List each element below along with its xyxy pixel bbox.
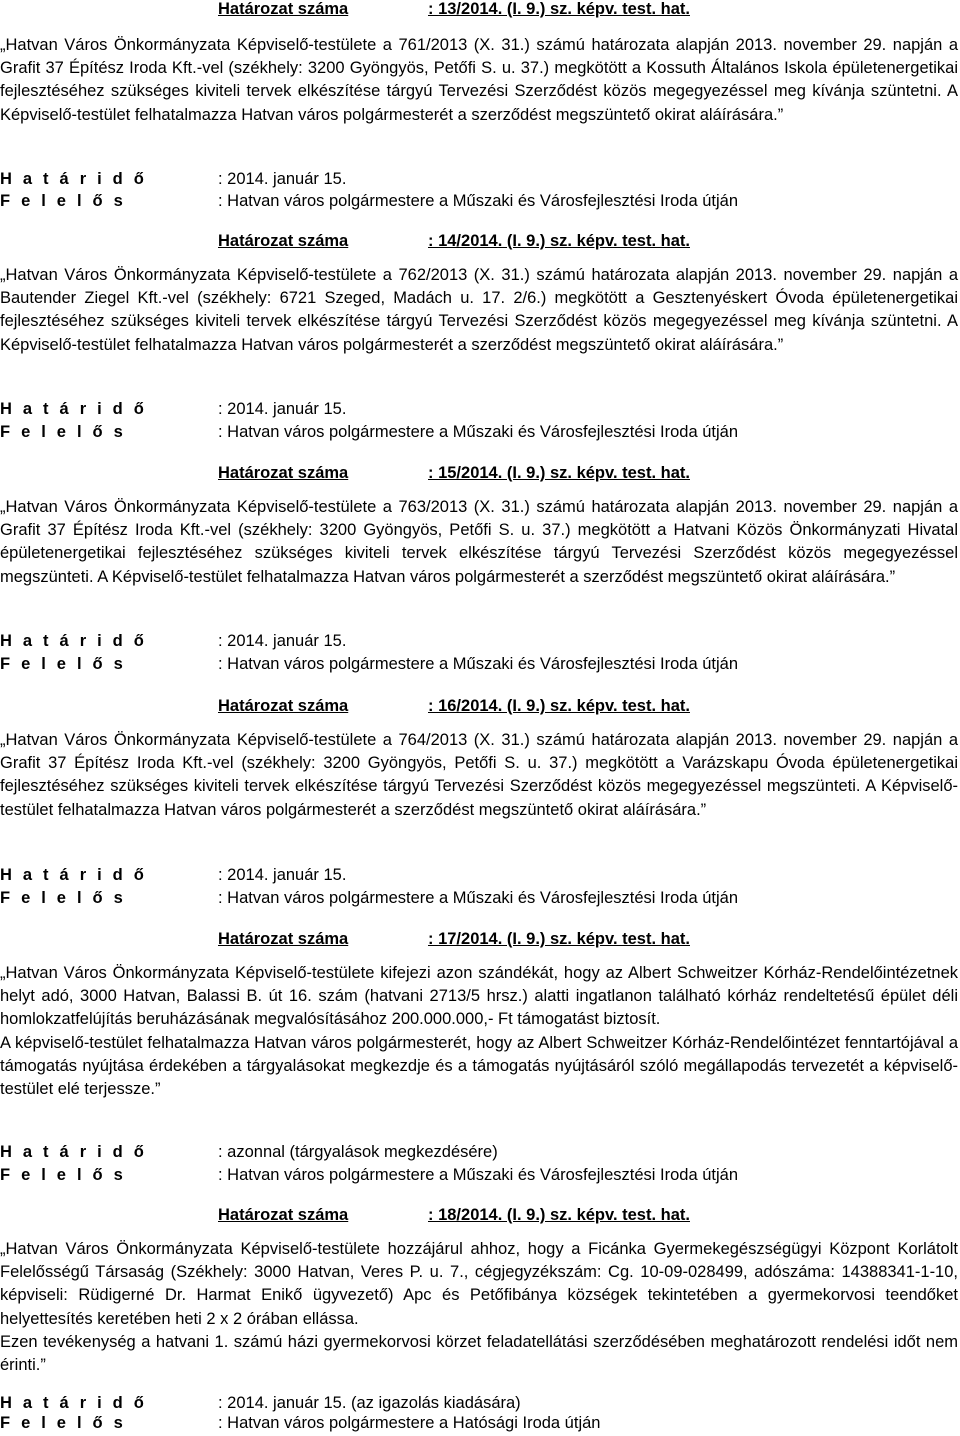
deadline-label: H a t á r i d ő — [0, 400, 148, 418]
deadline-value: : azonnal (tárgyalások megkezdésére) — [218, 1143, 498, 1161]
resolution-number: : 18/2014. (I. 9.) sz. képv. test. hat. — [428, 1206, 690, 1224]
deadline-label: H a t á r i d ő — [0, 632, 148, 650]
resolution-number-label: Határozat száma — [218, 232, 349, 250]
resolution-header — [218, 697, 690, 716]
deadline-value: : 2014. január 15. — [218, 632, 347, 650]
resolution-number-label: Határozat száma — [218, 697, 349, 715]
deadline-label: H a t á r i d ő — [0, 1394, 148, 1412]
deadline-value: : 2014. január 15. — [218, 400, 347, 418]
resolution-number-label: Határozat száma — [218, 930, 349, 948]
deadline-label: H a t á r i d ő — [0, 866, 148, 884]
resolution-text: „Hatvan Város Önkormányzata Képviselő-testülete a 762/2013 (X. 31.) számú határozata alapján 2013. november 29. napján a Bautender Ziegel Kft.-vel (székhely: 6721 Szeged, Madách u. 17. 2/6.) megkötött a Gesztenyéskert Óvoda épületenergetikai fejlesztéséhez szükséges kiviteli tervek elkészítése tárgyú Tervezési Szerződést közös megegyezéssel meg kívánja szüntetni. A Képviselő-testület felhatalmazza Hatvan város polgármesterét a szerződést megszüntető okirat aláírására.” — [0, 266, 958, 354]
deadline-row — [0, 866, 346, 885]
resolution-text: „Hatvan Város Önkormányzata Képviselő-testülete a 761/2013 (X. 31.) számú határozata alapján 2013. november 29. napján a Grafit 37 Építész Iroda Kft.-vel (székhely: 3200 Gyöngyös, Petőfi S. u. 37.) megkötött a Kossuth Általános Iskola épületenergetikai fejlesztéséhez szükséges kiviteli tervek elkészítése tárgyú Tervezési Szerződést közös megegyezéssel meg kívánja szüntetni. A Képviselő-testület felhatalmazza Hatvan város polgármesterét a szerződést megszüntető okirat aláírására.” — [0, 36, 958, 124]
responsible-label: F e l e l ő s — [0, 423, 126, 441]
responsible-label: F e l e l ő s — [0, 1414, 126, 1432]
responsible-row — [0, 889, 738, 908]
resolution-text: „Hatvan Város Önkormányzata Képviselő-testülete a 763/2013 (X. 31.) számú határozata alapján 2013. november 29. napján a Grafit 37 Építész Iroda Kft.-vel (székhely: 3200 Gyöngyös, Petőfi S. u. 37.) megkötött a Hatvani Közös Önkormányzati Hivatal épületenergetikai fejlesztéséhez szükséges kiviteli tervek elkészítése tárgyú Tervezési Szerződést közös megegyezéssel megszünteti. A Képviselő-testület felhatalmazza Hatvan város polgármesterét a szerződést megszüntető okirat aláírására.” — [0, 498, 958, 586]
deadline-row — [0, 400, 346, 419]
responsible-value: : Hatvan város polgármestere a Műszaki és Városfejlesztési Iroda útján — [218, 655, 738, 673]
resolution-number: : 15/2014. (I. 9.) sz. képv. test. hat. — [428, 464, 690, 482]
resolution-number: : 17/2014. (I. 9.) sz. képv. test. hat. — [428, 930, 690, 948]
responsible-label: F e l e l ő s — [0, 192, 126, 210]
resolution-header — [218, 930, 690, 949]
resolution-header — [218, 0, 690, 19]
resolution-number: : 14/2014. (I. 9.) sz. képv. test. hat. — [428, 232, 690, 250]
resolution-header — [218, 1206, 690, 1225]
resolution-text: „Hatvan Város Önkormányzata Képviselő-testülete kifejezi azon szándékát, hogy az Albert Schweitzer Kórház-Rendelőintézetnek helyt adó, 3000 Hatvan, Balassi B. út 16. szám (hatvani 2713/5 hrsz.) alatti ingatlanon található kórház rendeltetésű épület déli homlokzatfelújítás beruházásának megvalósításához 200.000.000,- Ft támogatást biztosít. A képviselő-testület felhatalmazza Hatvan város polgármesterét, hogy az Albert Schweitzer Kórház-Rendelőintézet fenntartójával a támogatás nyújtása érdekében a tárgyalásokat megkezdje és a támogatás nyújtásáról szóló megállapodás tervezetét a képviselő-testület elé terjessze.” — [0, 964, 958, 1099]
deadline-row — [0, 170, 346, 189]
deadline-label: H a t á r i d ő — [0, 170, 148, 188]
responsible-value: : Hatvan város polgármestere a Műszaki és Városfejlesztési Iroda útján — [218, 423, 738, 441]
deadline-label: H a t á r i d ő — [0, 1143, 148, 1161]
resolution-header — [218, 232, 690, 251]
resolution-header — [218, 464, 690, 483]
resolution-number-label: Határozat száma — [218, 1206, 349, 1224]
deadline-value: : 2014. január 15. — [218, 866, 347, 884]
responsible-row — [0, 1166, 738, 1185]
resolution-number-label: Határozat száma — [218, 464, 349, 482]
resolution-number-label: Határozat száma — [218, 0, 349, 18]
deadline-value: : 2014. január 15. — [218, 170, 347, 188]
responsible-row — [0, 655, 738, 674]
resolution-number: : 16/2014. (I. 9.) sz. képv. test. hat. — [428, 697, 690, 715]
responsible-value: : Hatvan város polgármestere a Műszaki és Városfejlesztési Iroda útján — [218, 192, 738, 210]
responsible-value: : Hatvan város polgármestere a Hatósági Iroda útján — [218, 1414, 601, 1432]
responsible-value: : Hatvan város polgármestere a Műszaki és Városfejlesztési Iroda útján — [218, 889, 738, 907]
responsible-value: : Hatvan város polgármestere a Műszaki és Városfejlesztési Iroda útján — [218, 1166, 738, 1184]
responsible-label: F e l e l ő s — [0, 889, 126, 907]
deadline-row — [0, 632, 346, 651]
responsible-row — [0, 1414, 600, 1433]
resolution-number: : 13/2014. (I. 9.) sz. képv. test. hat. — [428, 0, 690, 18]
responsible-row — [0, 423, 738, 442]
responsible-label: F e l e l ő s — [0, 1166, 126, 1184]
responsible-label: F e l e l ő s — [0, 655, 126, 673]
resolution-text: „Hatvan Város Önkormányzata Képviselő-testülete hozzájárul ahhoz, hogy a Ficánka Gyermekegészségügyi Központ Korlátolt Felelősségű Társaság (Székhely: 3000 Hatvan, Veres P. u. 7., cégjegyzékszám: Cg. 10-09-028499, adószáma: 14388341-1-10, képviseli: Rüdigerné Dr. Harmat Enikő ügyvezető) Apc és Petőfibánya községek tekintetében a gyermekorvosi teendőket helyettesítés keretében heti 2 x 2 órában ellássa. Ezen tevékenység a hatvani 1. számú házi gyermekorvosi körzet feladatellátási szerződésében meghatározott rendelési időt nem érinti.” — [0, 1240, 958, 1375]
resolution-text: „Hatvan Város Önkormányzata Képviselő-testülete a 764/2013 (X. 31.) számú határozata alapján 2013. november 29. napján a Grafit 37 Építész Iroda Kft.-vel (székhely: 3200 Gyöngyös, Petőfi S. u. 37.) megkötött a Varázskapu Óvoda épületenergetikai fejlesztéséhez szükséges kiviteli tervek elkészítése tárgyú Tervezési Szerződést közös megegyezéssel megszünteti. A Képviselő-testület felhatalmazza Hatvan város polgármesterét a szerződést megszüntető okirat aláírására.” — [0, 731, 958, 819]
responsible-row — [0, 192, 738, 211]
deadline-row — [0, 1143, 498, 1162]
deadline-value: : 2014. január 15. (az igazolás kiadására) — [218, 1394, 521, 1412]
deadline-row — [0, 1394, 521, 1413]
